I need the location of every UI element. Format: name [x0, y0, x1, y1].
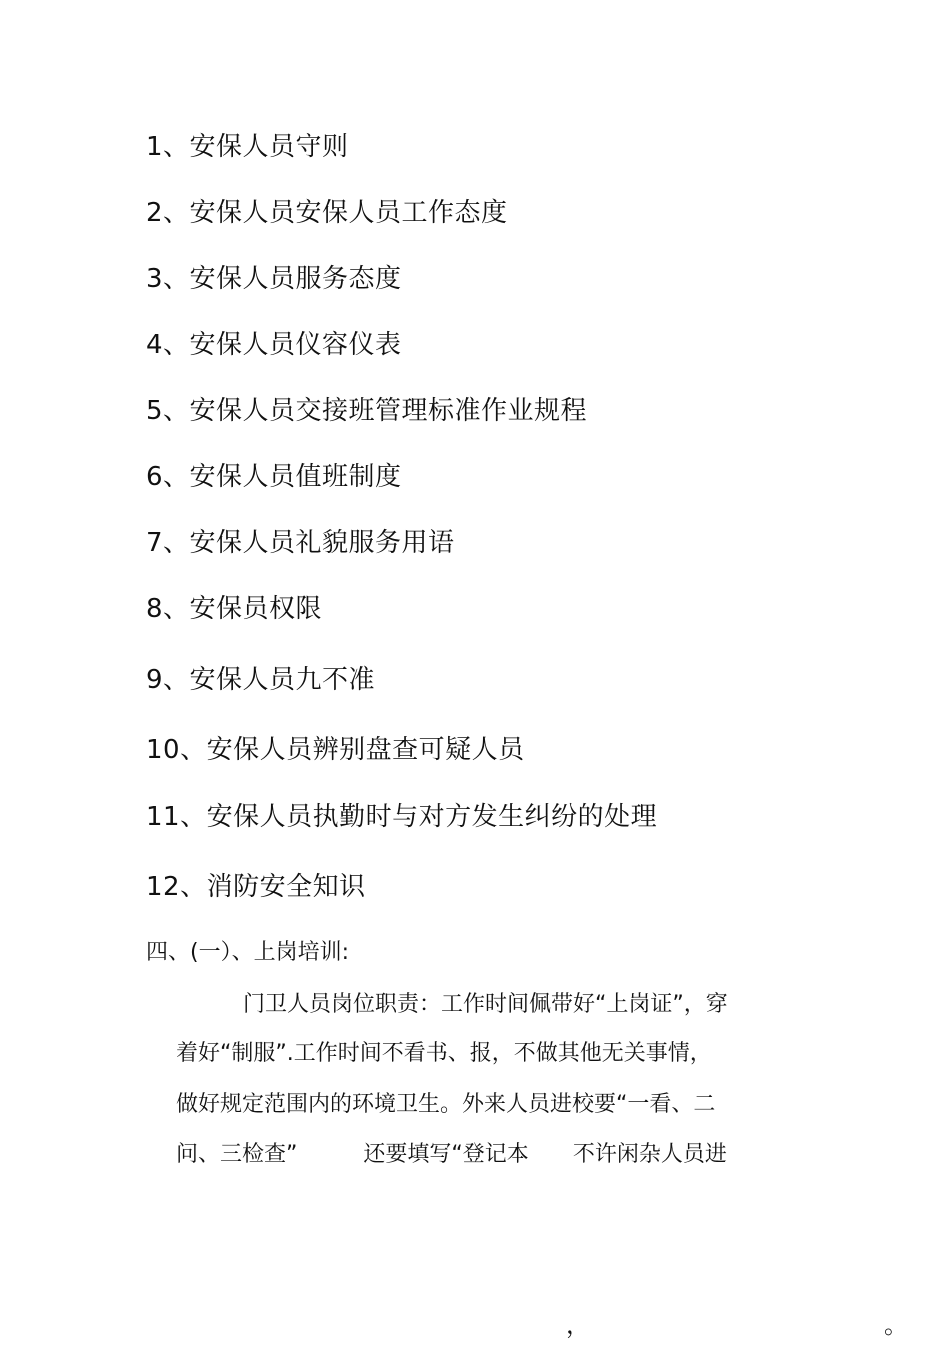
toc-item-7: 7、安保人员礼貌服务用语 — [146, 528, 455, 558]
paragraph-line-4 — [176, 1140, 727, 1170]
toc-item-8: 8、安保员权限 — [146, 594, 323, 624]
section-heading: 四、(一）、上岗培训: — [146, 940, 349, 965]
toc-item-5: 5、安保人员交接班管理标准作业规程 — [146, 396, 588, 426]
footer-comma: ， — [566, 1311, 590, 1339]
paragraph-line-4-part-3: 不许闲杂人员进 — [572, 1142, 727, 1167]
toc-item-12: 12、消防安全知识 — [146, 872, 366, 902]
paragraph-line-4-part-2: 还要填写“登记本 — [363, 1142, 529, 1167]
toc-item-2: 2、安保人员安保人员工作态度 — [146, 198, 508, 228]
toc-item-10: 10、安保人员辨别盘查可疑人员 — [146, 735, 525, 765]
toc-item-1: 1、安保人员守则 — [146, 132, 349, 162]
toc-item-6: 6、安保人员值班制度 — [146, 462, 402, 492]
toc-item-3: 3、安保人员服务态度 — [146, 264, 402, 294]
paragraph-line-1: 门卫人员岗位职责：工作时间佩带好“上岗证”，穿 — [243, 992, 728, 1017]
toc-item-4: 4、安保人员仪容仪表 — [146, 330, 402, 360]
footer-period: 。 — [884, 1311, 908, 1339]
toc-item-9: 9、安保人员九不准 — [146, 665, 376, 695]
paragraph-line-2: 着好“制服”.工作时间不看书、报，不做其他无关事情， — [176, 1041, 712, 1066]
toc-item-11: 11、安保人员执勤时与对方发生纠纷的处理 — [146, 802, 658, 832]
paragraph-line-4-part-1: 问、三检查” — [176, 1142, 298, 1167]
paragraph-line-3: 做好规定范围内的环境卫生。外来人员进校要“一看、二 — [176, 1092, 716, 1117]
